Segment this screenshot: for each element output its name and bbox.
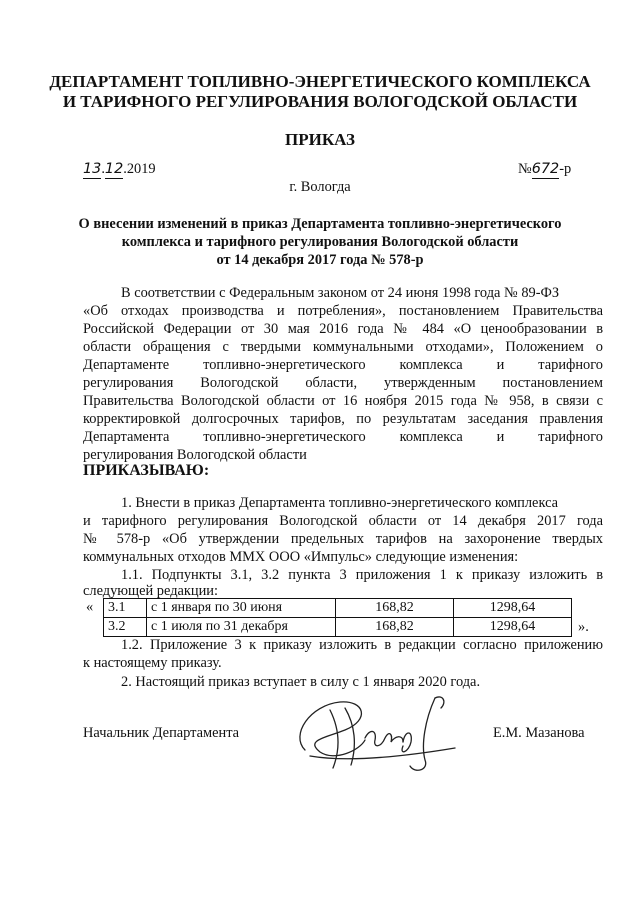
row-value1: 168,82: [336, 599, 454, 618]
item1-1-line: следующей редакции:: [83, 583, 218, 599]
item1-1-line: 1.1. Подпункты 3.1, 3.2 пункта 3 приложения 1 к приказу изложить в: [121, 567, 603, 583]
preamble-line: В соответствии с Федеральным законом от 24 июня 1998 года № 89-ФЗ: [121, 285, 560, 301]
row-number: 3.2: [104, 618, 147, 637]
document-type: ПРИКАЗ: [285, 130, 355, 149]
order-directive: ПРИКАЗЫВАЮ:: [83, 462, 210, 479]
item1-line: № 578-р «Об утверждении предельных тарифов на захоронение твердых: [83, 531, 603, 547]
number-prefix: №: [518, 161, 532, 177]
order-date: [83, 160, 156, 178]
date-day-handwritten: 13: [83, 161, 102, 177]
row-period: с 1 июля по 31 декабря: [147, 618, 336, 637]
item1-line: коммунальных отходов ММХ ООО «Импульс» следующие изменения:: [83, 549, 519, 565]
table-row: [104, 618, 572, 637]
row-value2: 1298,64: [454, 599, 572, 618]
handwritten-signature: [285, 690, 475, 780]
table-close-quote: ».: [578, 619, 589, 635]
department-name-line2: И ТАРИФНОГО РЕГУЛИРОВАНИЯ ВОЛОГОДСКОЙ ОБЛАСТИ: [62, 92, 578, 111]
item1-line: 1. Внести в приказ Департамента топливно-энергетического комплекса: [121, 495, 559, 511]
preamble-line: области обращения с твердыми коммунальными отходами», Положением о: [83, 339, 603, 355]
preamble-line: «Об отходах производства и потребления», постановлением Правительства: [83, 303, 603, 319]
city: г. Вологда: [289, 179, 351, 195]
row-number: 3.1: [104, 599, 147, 618]
item2-line: 2. Настоящий приказ вступает в силу с 1 января 2020 года.: [121, 674, 481, 690]
item1-2-line: к настоящему приказу.: [83, 655, 222, 671]
subject-line3: от 14 декабря 2017 года № 578-р: [216, 252, 424, 268]
preamble-line: Правительства Вологодской области от 16 ноября 2015 года № 958, в связи с: [83, 393, 603, 409]
signatory-position: Начальник Департамента: [83, 725, 240, 741]
item1-2-line: 1.2. Приложение 3 к приказу изложить в редакции согласно приложению: [121, 637, 603, 653]
item1-line: и тарифного регулирования Вологодской области от 14 декабря 2017 года: [83, 513, 603, 529]
department-name-line1: ДЕПАРТАМЕНТ ТОПЛИВНО-ЭНЕРГЕТИЧЕСКОГО КОМПЛЕКСА: [49, 72, 591, 91]
number-suffix: -р: [559, 161, 572, 177]
subject-line2: комплекса и тарифного регулирования Вологодской области: [121, 234, 519, 250]
tariff-table: [103, 598, 572, 637]
row-value2: 1298,64: [454, 618, 572, 637]
order-number: [518, 160, 571, 178]
preamble-line: Департамента топливно-энергетического комплекса и тарифного: [83, 429, 603, 445]
number-handwritten: 672: [531, 161, 560, 177]
preamble-line: корректировкой долгосрочных тарифов, по результатам заседания правления: [83, 411, 603, 427]
date-year: .2019: [123, 161, 156, 177]
table-row: [104, 599, 572, 618]
signatory-name: Е.М. Мазанова: [493, 725, 585, 741]
preamble-line: Российской Федерации от 30 мая 2016 года № 484 «О ценообразовании в: [83, 321, 603, 337]
table-open-quote: «: [86, 599, 94, 615]
row-value1: 168,82: [336, 618, 454, 637]
preamble-line: регулирования Вологодской области, утвержденным постановлением: [83, 375, 603, 391]
date-month-handwritten: 12: [104, 161, 124, 177]
row-period: с 1 января по 30 июня: [147, 599, 336, 618]
preamble-line: Департаменте топливно-энергетического комплекса и тарифного: [83, 357, 603, 373]
date-separator: .: [101, 161, 105, 177]
preamble-line: регулирования Вологодской области: [83, 447, 307, 463]
subject-line1: О внесении изменений в приказ Департамента топливно-энергетического: [78, 216, 562, 232]
